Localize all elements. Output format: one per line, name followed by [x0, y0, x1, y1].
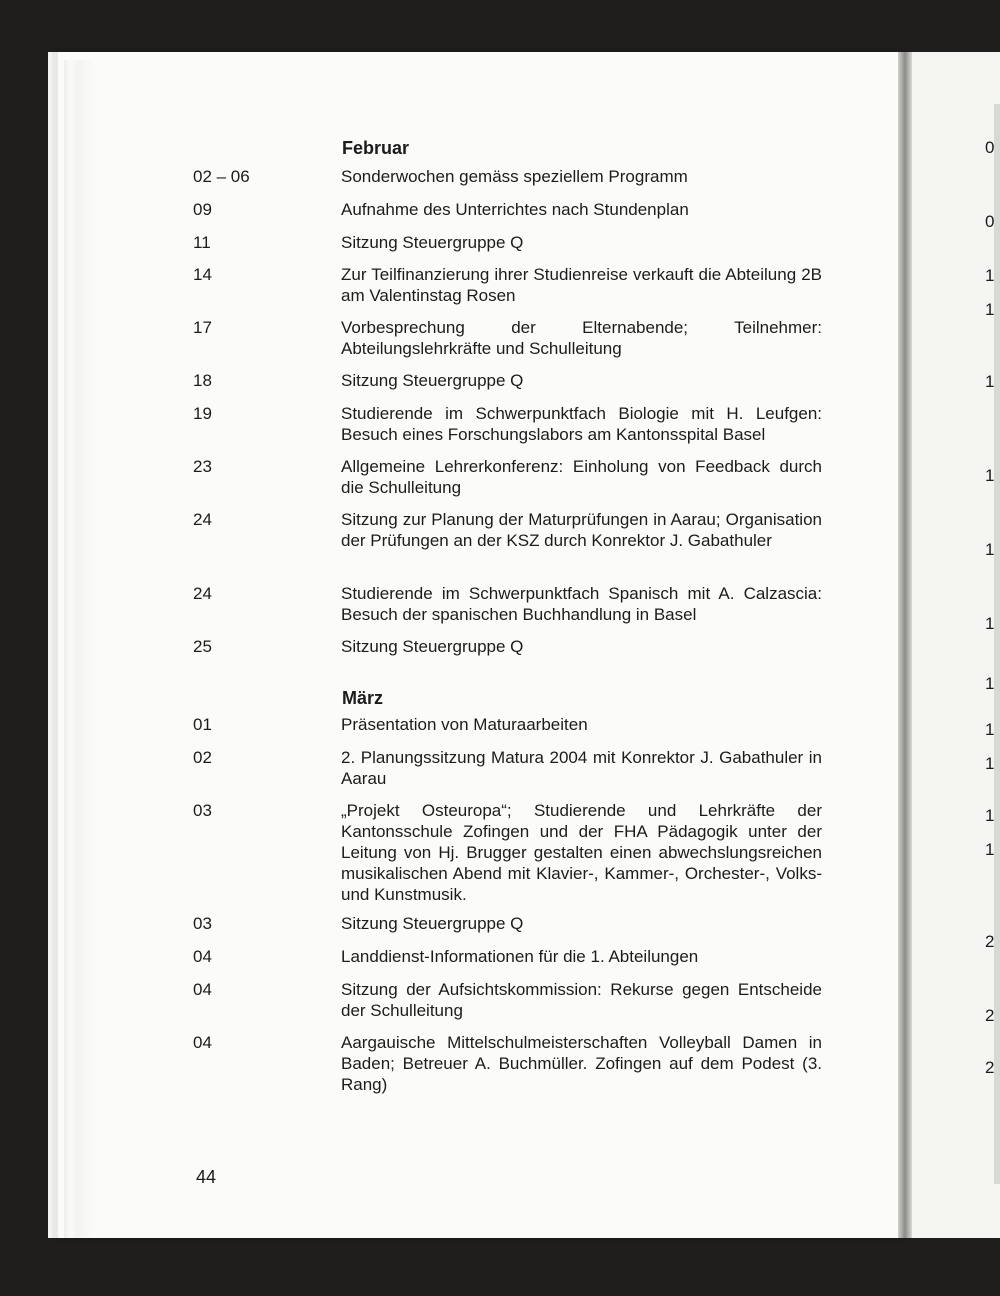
book-gutter [898, 52, 912, 1238]
entry-date: 14 [193, 265, 212, 284]
right-page-date-fragment: 1 [985, 372, 995, 391]
entry-date: 02 [193, 748, 212, 767]
entry-text: Sitzung zur Planung der Maturprüfungen in Aarau; Organisation der Prüfungen an der KSZ durch Konrektor J. Gabathuler [341, 510, 822, 550]
entry-date: 17 [193, 318, 212, 337]
right-page-date-fragment: 2 [985, 932, 995, 951]
entry-date: 04 [193, 947, 212, 966]
right-page-date-fragment: 1 [985, 540, 995, 559]
right-page-date-fragment: 1 [985, 614, 995, 633]
entry-date: 24 [193, 584, 212, 603]
entry-text: Aufnahme des Unterrichtes nach Stundenplan [341, 200, 689, 219]
entry-text: Vorbesprechung der Elternabende; Teilnehmer: Abteilungslehrkräfte und Schulleitung [341, 318, 822, 358]
entry-text: Allgemeine Lehrerkonferenz: Einholung von Feedback durch die Schulleitung [341, 457, 822, 497]
entry-text: Zur Teilfinanzierung ihrer Studienreise verkauft die Abteilung 2B am Valentinstag Rosen [341, 265, 822, 305]
entry-text: „Projekt Osteuropa“; Studierende und Lehrkräfte der Kantonsschule Zofingen und der FHA Pädagogik unter der Leitung von Hj. Brugger gestalten einen abwechslungsreichen musikalischen Abend mit Klavier-, Kammer-, Orchester-, Volks- und Kunstmusik. [341, 801, 822, 904]
entry-text: Sitzung Steuergruppe Q [341, 371, 524, 390]
right-page-date-fragment: 1 [985, 266, 995, 285]
entry-date: 24 [193, 510, 212, 529]
entry-date: 18 [193, 371, 212, 390]
page-stack-edge [64, 60, 94, 1238]
entry-date: 25 [193, 637, 212, 656]
entry-text: Sitzung Steuergruppe Q [341, 233, 524, 252]
entry-date: 23 [193, 457, 212, 476]
entry-date: 03 [193, 801, 212, 820]
right-page-date-fragment: 1 [985, 806, 995, 825]
entry-text: Landdienst-Informationen für die 1. Abteilungen [341, 947, 699, 966]
right-page-date-fragment: 1 [985, 720, 995, 739]
entry-text: Sitzung Steuergruppe Q [341, 637, 524, 656]
right-page-date-fragment: 1 [985, 466, 995, 485]
entry-date: 04 [193, 980, 212, 999]
entry-date: 03 [193, 914, 212, 933]
right-page-date-fragment: 1 [985, 674, 995, 693]
entry-date: 11 [193, 233, 211, 252]
right-page-date-fragment: 2 [985, 1006, 995, 1025]
entry-date: 01 [193, 715, 212, 734]
month-heading: März [342, 688, 384, 708]
right-page-date-fragment: 1 [985, 754, 995, 773]
entry-text: Aargauische Mittelschulmeisterschaften Volleyball Damen in Baden; Betreuer A. Buchmüller. Zofingen auf dem Podest (3. Rang) [341, 1033, 822, 1094]
entry-text: Sitzung der Aufsichtskommission: Rekurse gegen Entscheide der Schulleitung [341, 980, 822, 1020]
right-page-date-fragment: 1 [985, 840, 995, 859]
entry-text: Präsentation von Maturaarbeiten [341, 715, 588, 734]
entry-text: 2. Planungssitzung Matura 2004 mit Konrektor J. Gabathuler in Aarau [341, 748, 822, 788]
entry-text: Sonderwochen gemäss speziellem Programm [341, 167, 688, 186]
month-heading: Februar [342, 138, 410, 158]
entry-text: Studierende im Schwerpunktfach Biologie mit H. Leufgen: Besuch eines Forschungslabors am Kantonsspital Basel [341, 404, 822, 444]
right-page-date-fragment: 0 [985, 138, 995, 157]
right-page-date-fragment: 2 [985, 1058, 995, 1077]
entry-date: 09 [193, 200, 212, 219]
page-number: 44 [196, 1167, 217, 1187]
entry-date: 04 [193, 1033, 212, 1052]
entry-date: 02 – 06 [193, 167, 250, 186]
entry-text: Sitzung Steuergruppe Q [341, 914, 524, 933]
entry-text: Studierende im Schwerpunktfach Spanisch mit A. Calzascia: Besuch der spanischen Buchhandlung in Basel [341, 584, 822, 624]
right-page-shading [994, 104, 1000, 1184]
entry-date: 19 [193, 404, 212, 423]
right-page-date-fragment: 0 [985, 212, 995, 231]
right-page-date-fragment: 1 [985, 300, 995, 319]
right-page-fragment [912, 52, 1000, 1238]
